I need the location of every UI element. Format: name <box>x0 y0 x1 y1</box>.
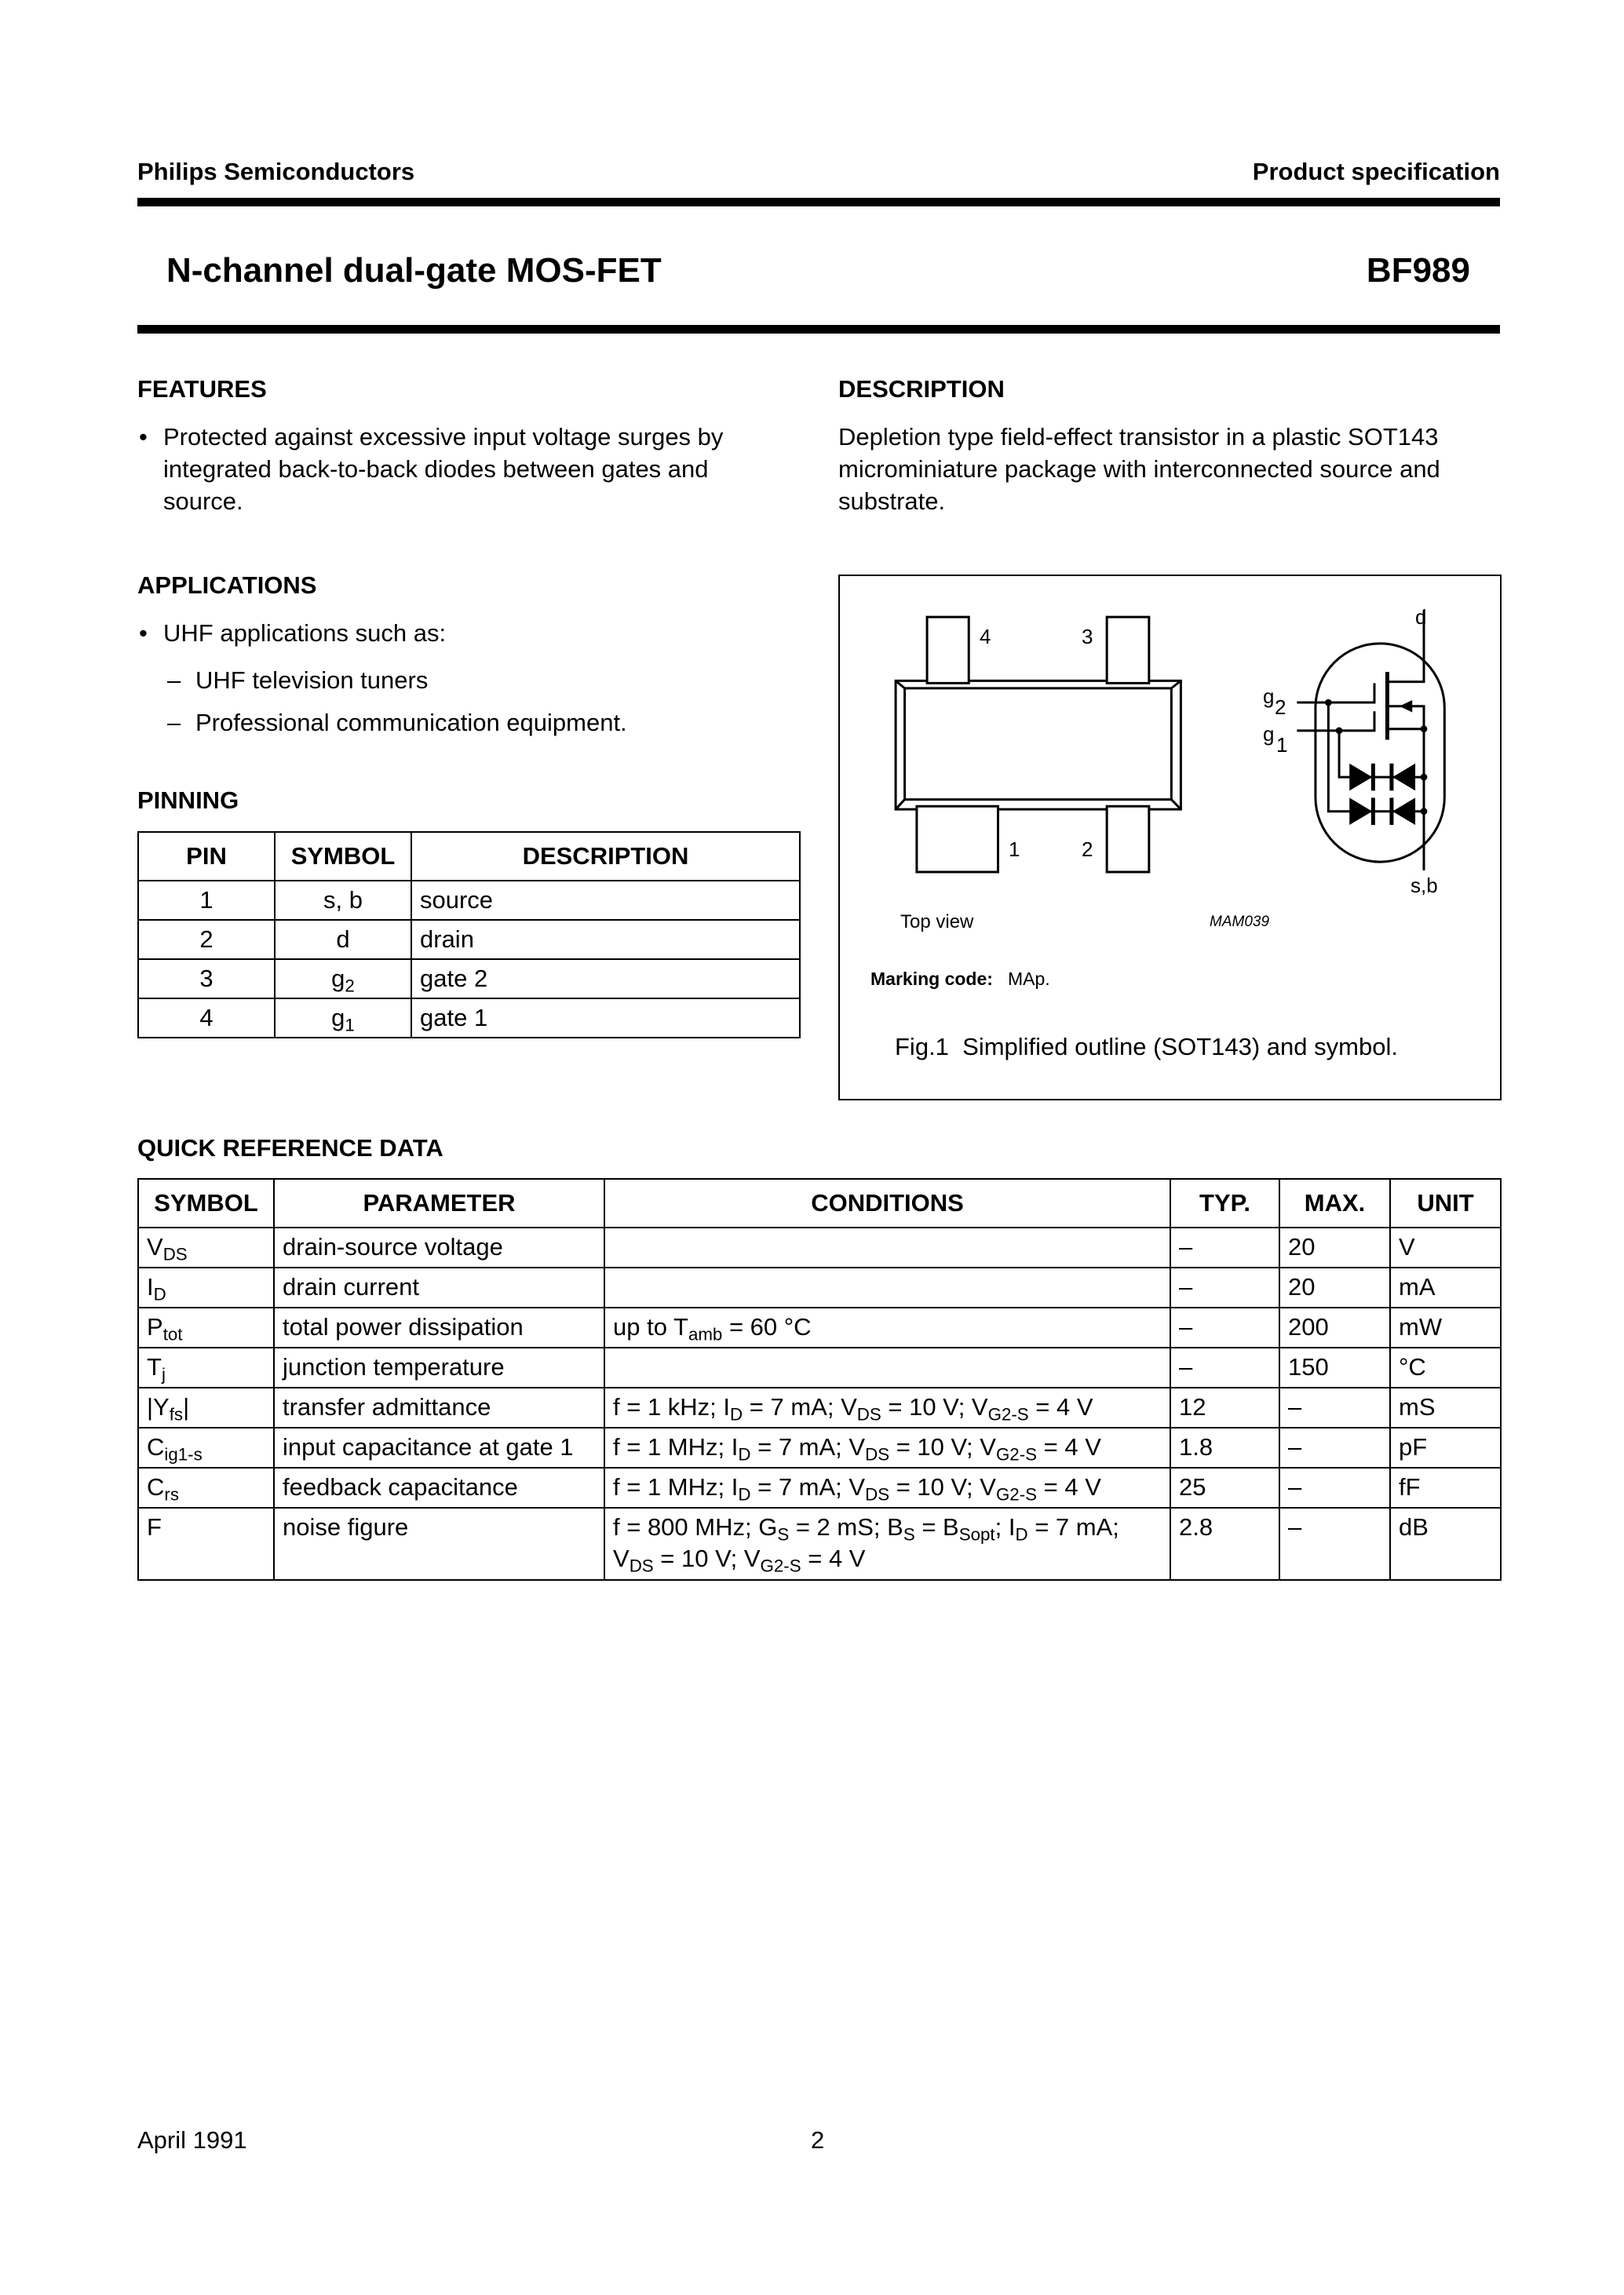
column-header: SYMBOL <box>275 832 411 881</box>
qrd-typ: – <box>1170 1268 1279 1308</box>
subscript: G2-S <box>995 1444 1038 1465</box>
subscript: rs <box>164 1484 179 1505</box>
text-run: g <box>331 965 345 992</box>
pinning-heading: PINNING <box>137 786 239 814</box>
subscript: 1 <box>345 1015 355 1035</box>
column-header: UNIT <box>1390 1179 1501 1228</box>
subscript: S <box>903 1524 915 1545</box>
pin-description: drain <box>411 920 800 959</box>
qrd-parameter: noise figure <box>274 1508 604 1580</box>
pin-number: 4 <box>138 998 275 1038</box>
text-run: = 7 mA; V <box>743 1393 857 1421</box>
qrd-parameter: transfer admittance <box>274 1388 604 1428</box>
pin-symbol <box>275 959 411 998</box>
pin-description: source <box>411 881 800 920</box>
qrd-parameter: drain current <box>274 1268 604 1308</box>
subscript: ig1-s <box>164 1444 203 1465</box>
qrd-unit: mW <box>1390 1308 1501 1348</box>
qrd-row <box>138 1308 1501 1348</box>
qrd-row <box>138 1348 1501 1388</box>
header-rule <box>137 198 1500 206</box>
qrd-typ: – <box>1170 1228 1279 1268</box>
text-run: = 10 V; V <box>653 1545 761 1572</box>
text-run: f = 800 MHz; G <box>613 1513 778 1541</box>
text-run: g <box>331 1004 345 1031</box>
gate1-label: g <box>1263 722 1275 746</box>
text-run: = 4 V <box>1037 1433 1101 1461</box>
qrd-typ: – <box>1170 1348 1279 1388</box>
column-header: TYP. <box>1170 1179 1279 1228</box>
applications-heading: APPLICATIONS <box>137 571 317 599</box>
qrd-symbol <box>138 1428 274 1468</box>
qrd-conditions <box>604 1308 1170 1348</box>
subscript: D <box>738 1484 751 1505</box>
application-item: • UHF applications such as: <box>137 617 781 649</box>
qrd-row <box>138 1388 1501 1428</box>
qrd-parameter: total power dissipation <box>274 1308 604 1348</box>
text-run: = 10 V; V <box>881 1393 988 1421</box>
pin-number: 1 <box>138 881 275 920</box>
column-header: MAX. <box>1279 1179 1390 1228</box>
qrd-row <box>138 1268 1501 1308</box>
quick-reference-heading: QUICK REFERENCE DATA <box>137 1134 443 1162</box>
qrd-typ: – <box>1170 1308 1279 1348</box>
text-run: f = 1 MHz; I <box>613 1473 739 1501</box>
text-run: F <box>147 1513 162 1541</box>
qrd-header-row <box>138 1179 1501 1228</box>
text-run: C <box>147 1433 165 1461</box>
qrd-conditions <box>604 1428 1170 1468</box>
qrd-parameter: drain-source voltage <box>274 1228 604 1268</box>
qrd-conditions <box>604 1508 1170 1580</box>
qrd-max: – <box>1279 1468 1390 1508</box>
text-run: T <box>147 1353 162 1381</box>
pin-number: 2 <box>138 920 275 959</box>
pin-label: 3 <box>1082 625 1093 648</box>
pinning-table <box>137 831 801 1038</box>
qrd-conditions <box>604 1228 1170 1268</box>
qrd-parameter: input capacitance at gate 1 <box>274 1428 604 1468</box>
column-header: PARAMETER <box>274 1179 604 1228</box>
qrd-max: – <box>1279 1508 1390 1580</box>
marking-code-label: Marking code: <box>870 969 993 989</box>
symbol-envelope <box>1316 644 1444 862</box>
pinning-row <box>138 959 800 998</box>
source-label: s,b <box>1411 874 1438 897</box>
applications-sublist <box>137 659 781 744</box>
subscript: DS <box>865 1484 890 1505</box>
qrd-symbol <box>138 1348 274 1388</box>
subscript: S <box>777 1524 790 1545</box>
subscript: amb <box>688 1324 723 1345</box>
qrd-typ: 1.8 <box>1170 1428 1279 1468</box>
pin-label: 2 <box>1082 837 1093 861</box>
qrd-row <box>138 1428 1501 1468</box>
subscript: Sopt <box>958 1524 995 1545</box>
subscript: D <box>738 1444 751 1465</box>
text-run: = 7 mA; V <box>750 1433 866 1461</box>
qrd-row <box>138 1228 1501 1268</box>
pinning-header-row <box>138 832 800 881</box>
applications-list <box>137 617 781 649</box>
text-run: = 2 mS; B <box>789 1513 903 1541</box>
application-subitem: – UHF television tuners <box>137 659 781 702</box>
pin-2-lead <box>1107 806 1149 872</box>
pin-1-lead <box>917 806 998 872</box>
mosfet-symbol <box>1297 611 1444 870</box>
document-type: Product specification <box>1252 158 1500 185</box>
qrd-unit: mS <box>1390 1388 1501 1428</box>
qrd-row <box>138 1468 1501 1508</box>
qrd-symbol <box>138 1468 274 1508</box>
gate2-subscript: 2 <box>1275 695 1286 719</box>
qrd-parameter: feedback capacitance <box>274 1468 604 1508</box>
qrd-max: – <box>1279 1428 1390 1468</box>
text-run: |Y <box>147 1393 170 1421</box>
subscript: j <box>161 1364 166 1385</box>
figure-caption: Fig.1 Simplified outline (SOT143) and symbol. <box>895 1033 1398 1060</box>
subscript: G2-S <box>987 1404 1029 1425</box>
qrd-symbol <box>138 1308 274 1348</box>
text-run: = 7 mA; <box>1027 1513 1119 1541</box>
page-number: 2 <box>811 2126 825 2154</box>
company-name: Philips Semiconductors <box>137 158 415 185</box>
text-run: C <box>147 1473 165 1501</box>
product-title: N-channel dual-gate MOS-FET <box>166 251 662 290</box>
qrd-max: 200 <box>1279 1308 1390 1348</box>
description-heading: DESCRIPTION <box>838 375 1005 403</box>
qrd-typ: 12 <box>1170 1388 1279 1428</box>
subscript: D <box>153 1284 166 1304</box>
pin-4-lead <box>927 617 969 683</box>
text-run: = 10 V; V <box>889 1433 996 1461</box>
subscript: DS <box>856 1404 881 1425</box>
column-header: SYMBOL <box>138 1179 274 1228</box>
subscript: D <box>730 1404 743 1425</box>
pin-description: gate 2 <box>411 959 800 998</box>
text-run: = 7 mA; V <box>750 1473 866 1501</box>
column-header: DESCRIPTION <box>411 832 800 881</box>
column-header: PIN <box>138 832 275 881</box>
qrd-unit: pF <box>1390 1428 1501 1468</box>
qrd-max: 20 <box>1279 1228 1390 1268</box>
subscript: 2 <box>345 976 355 996</box>
subscript: G2-S <box>995 1484 1038 1505</box>
gate1-subscript: 1 <box>1276 733 1288 757</box>
qrd-max: 20 <box>1279 1268 1390 1308</box>
pin-description: gate 1 <box>411 998 800 1038</box>
text-run: | <box>183 1393 190 1421</box>
pin-label: 4 <box>980 625 991 648</box>
text-run: = 4 V <box>1028 1393 1093 1421</box>
qrd-conditions <box>604 1468 1170 1508</box>
qrd-conditions <box>604 1348 1170 1388</box>
subscript: G2-S <box>760 1556 801 1576</box>
feature-item: • Protected against excessive input voltage surges by integrated back-to-back diodes between gates and source. <box>137 421 781 517</box>
text-run: s, b <box>323 886 363 914</box>
text-run: V <box>147 1233 163 1261</box>
text-run: up to T <box>613 1313 688 1341</box>
drawing-code: MAM039 <box>1210 914 1270 930</box>
subscript: tot <box>162 1324 183 1345</box>
qrd-parameter: junction temperature <box>274 1348 604 1388</box>
text-run: V <box>613 1545 630 1572</box>
qrd-unit: dB <box>1390 1508 1501 1580</box>
qrd-symbol <box>138 1508 274 1580</box>
text-run: d <box>336 925 350 953</box>
pin-number: 3 <box>138 959 275 998</box>
pin-label: 1 <box>1009 837 1020 861</box>
text-run: I <box>147 1273 154 1301</box>
marking-code-value: MAp. <box>1008 969 1050 989</box>
description-text: Depletion type field-effect transistor in a plastic SOT143 microminiature package with interconnected source and substrate. <box>838 423 1440 515</box>
figure-drawing <box>837 573 1504 1099</box>
qrd-unit: mA <box>1390 1268 1501 1308</box>
part-number: BF989 <box>1366 251 1470 290</box>
subscript: DS <box>162 1244 188 1264</box>
subscript: DS <box>629 1556 654 1576</box>
pin-symbol <box>275 920 411 959</box>
text-run: = 10 V; V <box>889 1473 996 1501</box>
package-body-inner <box>905 688 1172 800</box>
qrd-row <box>138 1508 1501 1580</box>
pinning-row <box>138 998 800 1038</box>
qrd-typ: 25 <box>1170 1468 1279 1508</box>
qrd-typ: 2.8 <box>1170 1508 1279 1580</box>
qrd-unit: V <box>1390 1228 1501 1268</box>
subscript: DS <box>865 1444 890 1465</box>
qrd-symbol <box>138 1228 274 1268</box>
features-heading: FEATURES <box>137 375 267 403</box>
pinning-row <box>138 920 800 959</box>
qrd-symbol <box>138 1268 274 1308</box>
text-run: = 4 V <box>1037 1473 1101 1501</box>
gate2-label: g <box>1263 684 1275 708</box>
top-view-label: Top view <box>900 911 974 932</box>
quick-reference-table <box>137 1178 1502 1581</box>
qrd-unit: °C <box>1390 1348 1501 1388</box>
text-run: = B <box>914 1513 959 1541</box>
text-run: = 60 °C <box>722 1313 812 1341</box>
qrd-max: – <box>1279 1388 1390 1428</box>
subscript: D <box>1015 1524 1028 1545</box>
application-subitem: – Professional communication equipment. <box>137 702 781 744</box>
pin-symbol <box>275 998 411 1038</box>
pin-symbol <box>275 881 411 920</box>
column-header: CONDITIONS <box>604 1179 1170 1228</box>
qrd-symbol <box>138 1388 274 1428</box>
subscript: fs <box>169 1404 184 1425</box>
qrd-max: 150 <box>1279 1348 1390 1388</box>
pinning-row <box>138 881 800 920</box>
qrd-conditions <box>604 1268 1170 1308</box>
text-run: f = 1 MHz; I <box>613 1433 739 1461</box>
footer-date: April 1991 <box>137 2126 247 2154</box>
qrd-unit: fF <box>1390 1468 1501 1508</box>
text-run: ; I <box>994 1513 1016 1541</box>
features-list <box>137 421 781 517</box>
title-rule <box>137 325 1500 334</box>
qrd-conditions <box>604 1388 1170 1428</box>
drain-label: d <box>1415 605 1427 629</box>
text-run: f = 1 kHz; I <box>613 1393 731 1421</box>
text-run: P <box>147 1313 163 1341</box>
text-run: = 4 V <box>801 1545 866 1572</box>
pin-3-lead <box>1107 617 1149 683</box>
